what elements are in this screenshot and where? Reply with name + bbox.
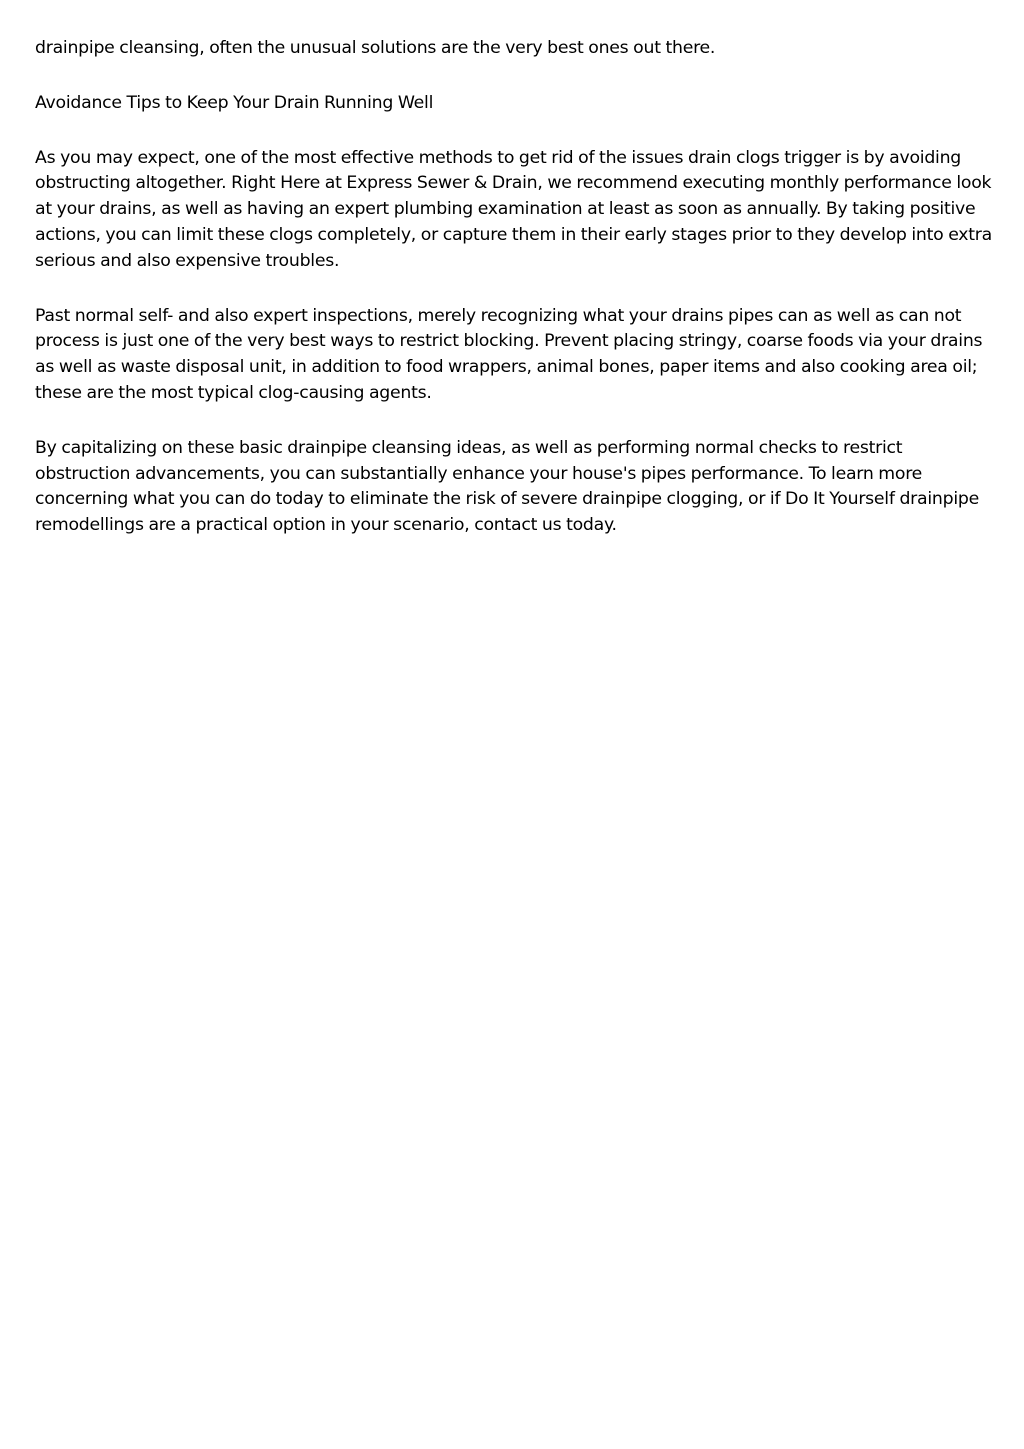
document-page [35,36,993,568]
paragraph-conclusion: By capitalizing on these basic drainpipe cleansing ideas, as well as performing normal checks to restrict obstruction advancements, you can substantially enhance your house's pipes performance. To learn more concerning what you can do today to eliminate the risk of severe drainpipe clogging, or if Do It Yourself drainpipe remodellings are a practical option in your scenario, contact us today. [35,437,979,536]
paragraph-inspections: Past normal self- and also expert inspections, merely recognizing what your drains pipes can as well as can not process is just one of the very best ways to restrict blocking. Prevent placing stringy, coarse foods via your drains as well as waste disposal unit, in addition to food wrappers, animal bones, paper items and also cooking area oil; these are the most typical clog-causing agents. [35,305,983,403]
paragraph-continuation: drainpipe cleansing, often the unusual solutions are the very best ones out there. [35,38,716,58]
section-heading: Avoidance Tips to Keep Your Drain Running Well [35,92,434,113]
paragraph-prevention: As you may expect, one of the most effective methods to get rid of the issues drain clogs trigger is by avoiding obstructing altogether. Right Here at Express Sewer & Drain, we recommend executing monthly performance look at your drains, as well as having an expert plumbing examination at least as soon as annually. By taking positive actions, you can limit these clogs completely, or capture them in their early stages prior to they develop into extra serious and also expensive troubles. [35,147,992,271]
